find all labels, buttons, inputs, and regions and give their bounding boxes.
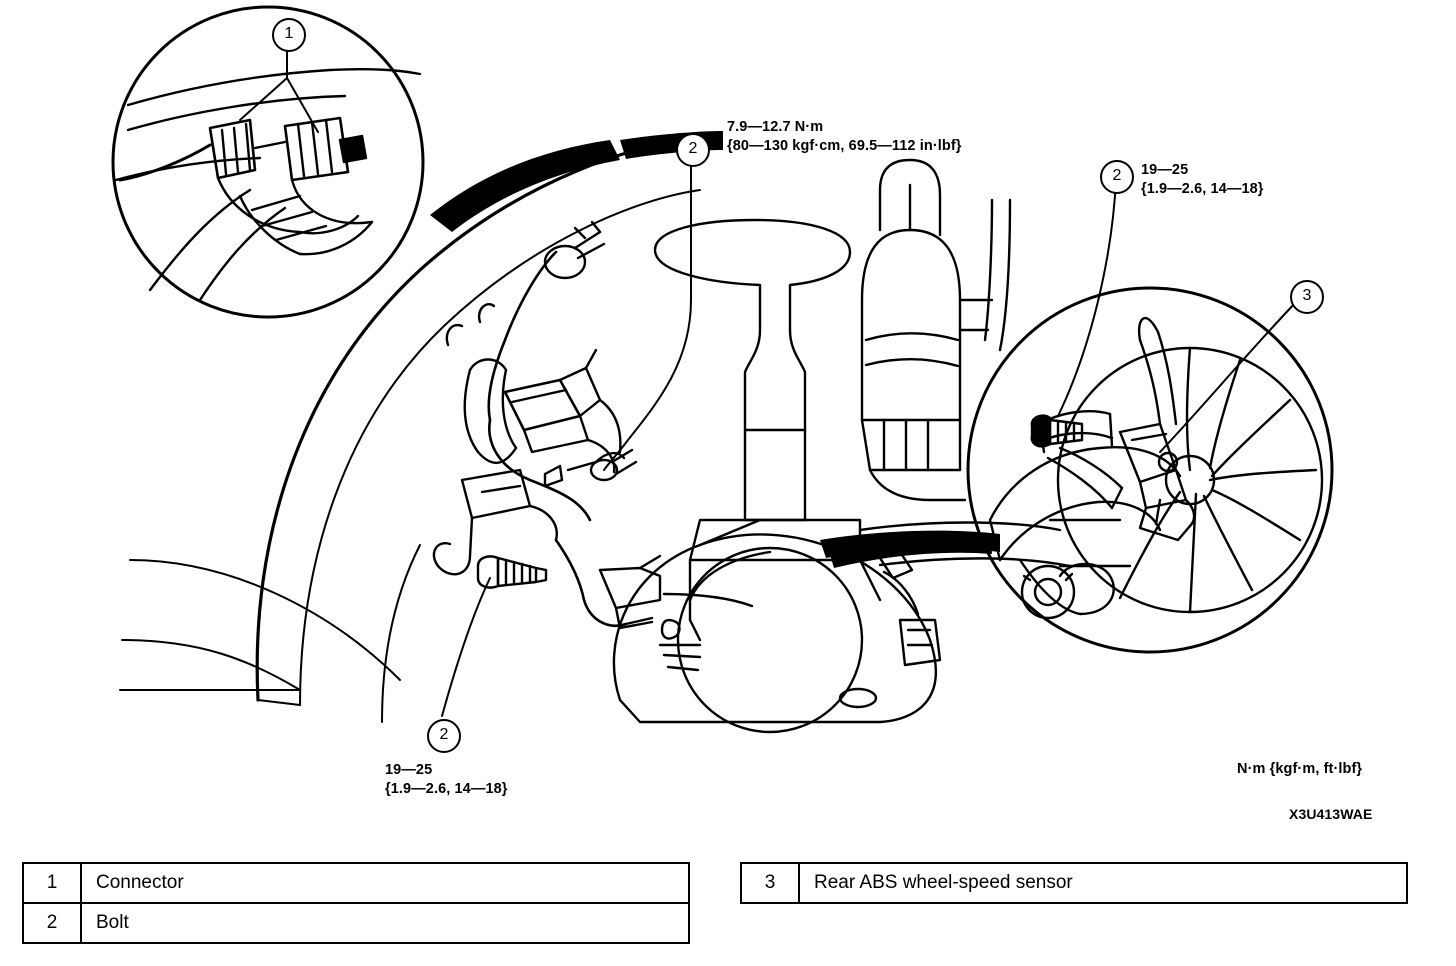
torque-spec-top-line1: 7.9—12.7 N·m (727, 119, 824, 135)
torque-spec-right-line1: 19—25 (1141, 162, 1189, 178)
torque-spec-right (1141, 161, 1264, 199)
legend-number: 2 (23, 903, 81, 943)
callout-1: 1 (272, 18, 306, 52)
legend-row (23, 863, 689, 903)
torque-spec-right-line2: {1.9—2.6, 14—18} (1141, 181, 1264, 197)
legend-number: 1 (23, 863, 81, 903)
legend-label: Connector (81, 863, 689, 903)
torque-spec-bottom-line2: {1.9—2.6, 14—18} (385, 781, 508, 797)
torque-spec-bottom (385, 761, 508, 799)
torque-spec-bottom-line1: 19—25 (385, 762, 433, 778)
legend-label: Bolt (81, 903, 689, 943)
callout-2-right: 2 (1100, 160, 1134, 194)
legend-table-right (740, 862, 1408, 904)
legend-label: Rear ABS wheel-speed sensor (799, 863, 1407, 903)
torque-spec-top-line2: {80—130 kgf·cm, 69.5—112 in·lbf} (727, 138, 962, 154)
unit-note: N·m {kgf·m, ft·lbf} (1237, 761, 1363, 777)
legend-table-left (22, 862, 690, 944)
legend-number: 3 (741, 863, 799, 903)
legend-row (741, 863, 1407, 903)
callout-3: 3 (1290, 280, 1324, 314)
callout-2-bottom: 2 (427, 719, 461, 753)
figure-code: X3U413WAE (1289, 806, 1373, 822)
legend-row (23, 903, 689, 943)
torque-spec-top (727, 118, 962, 156)
callout-2-top: 2 (676, 133, 710, 167)
